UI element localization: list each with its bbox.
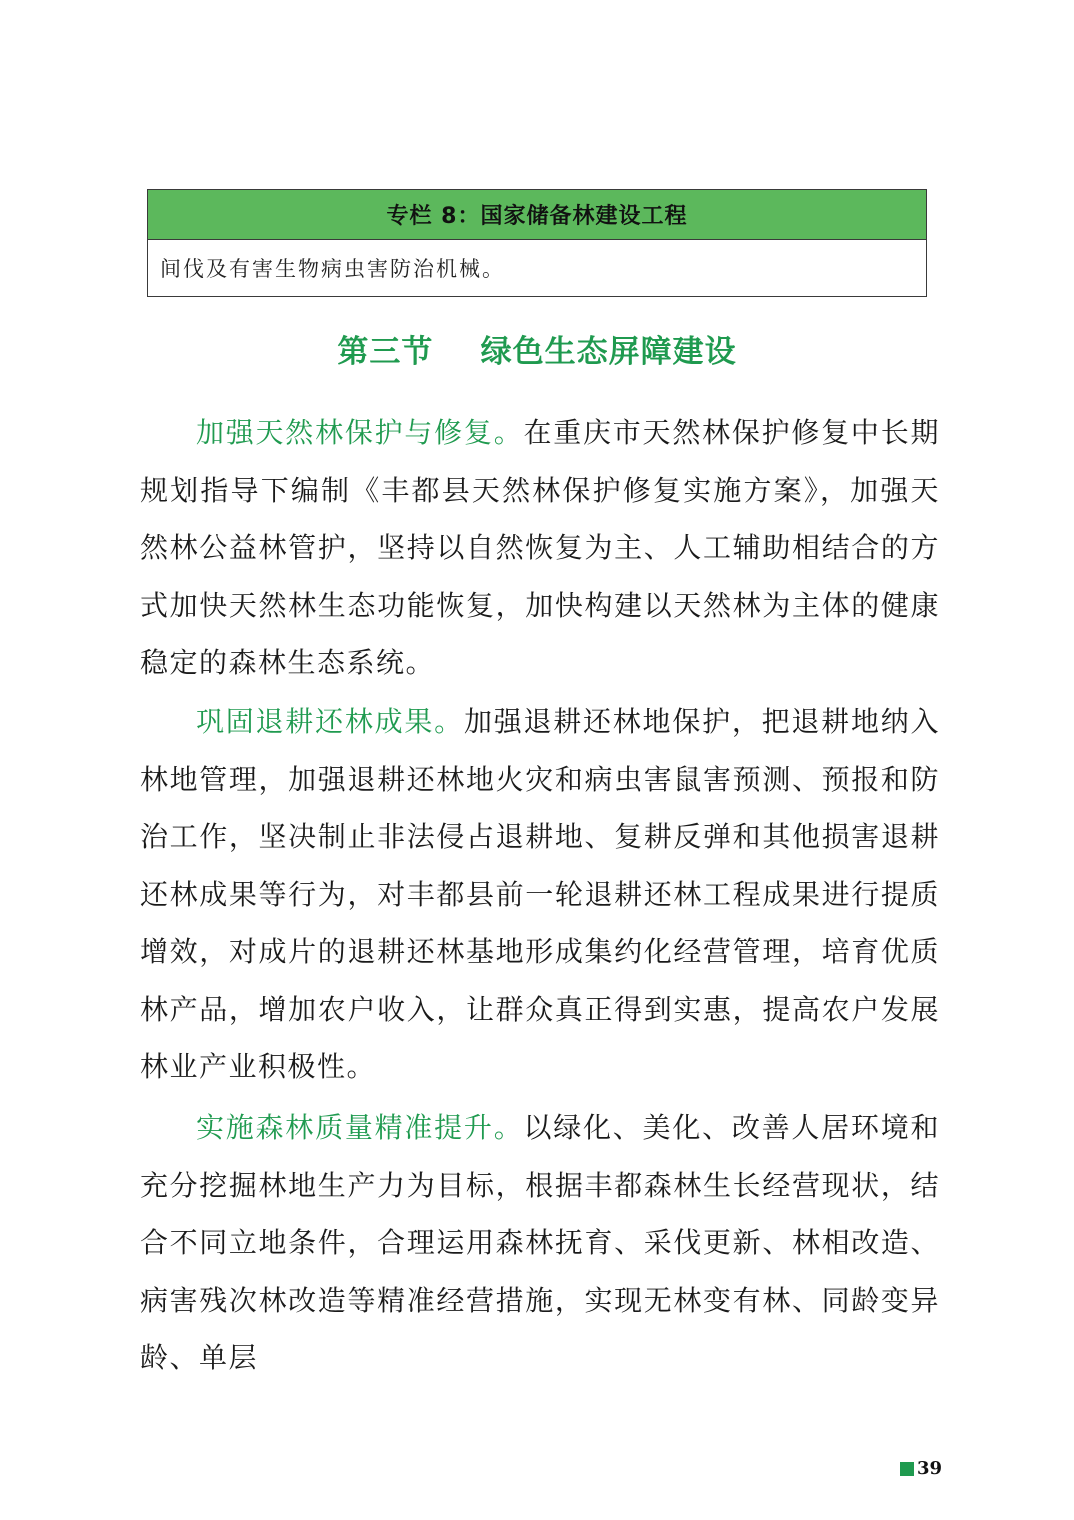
paragraph-lead: 实施森林质量精准提升。 xyxy=(196,1111,524,1144)
feature-box xyxy=(147,189,927,297)
green-square-icon xyxy=(900,1462,914,1476)
page-number-text: 39 xyxy=(917,1458,943,1479)
paragraph-text: 在重庆市天然林保护修复中长期规划指导下编制《丰都县天然林保护修复实施方案》，加强天然林公益林管护，坚持以自然恢复为主、人工辅助相结合的方式加快天然林生态功能恢复，加快构建以天然林为主体的健康稳定的森林生态系统。 xyxy=(140,416,940,679)
paragraph-natural-forest xyxy=(140,404,940,692)
page-number xyxy=(900,1458,942,1479)
paragraph-lead: 加强天然林保护与修复。 xyxy=(196,416,524,449)
paragraph-returning-farmland xyxy=(140,693,940,1096)
paragraph-forest-quality xyxy=(140,1099,940,1387)
paragraph-lead: 巩固退耕还林成果。 xyxy=(196,705,464,738)
feature-box-body: 间伐及有害生物病虫害防治机械。 xyxy=(160,257,505,281)
feature-box-title: 专栏 8：国家储备林建设工程 xyxy=(148,190,926,240)
section-title: 第三节 绿色生态屏障建设 xyxy=(337,334,737,370)
paragraph-text: 加强退耕还林地保护，把退耕地纳入林地管理，加强退耕还林地火灾和病虫害鼠害预测、预报和防治工作，坚决制止非法侵占退耕地、复耕反弹和其他损害退耕还林成果等行为，对丰都县前一轮退耕还林工程成果进行提质增效，对成片的退耕还林基地形成集约化经营管理，培育优质林产品，增加农户收入，让群众真正得到实惠，提高农户发展林业产业积极性。 xyxy=(140,705,940,1083)
paragraph-text: 以绿化、美化、改善人居环境和充分挖掘林地生产力为目标，根据丰都森林生长经营现状，结合不同立地条件，合理运用森林抚育、采伐更新、林相改造、病害残次林改造等精准经营措施，实现无林变有林、同龄变异龄、单层 xyxy=(140,1111,940,1374)
